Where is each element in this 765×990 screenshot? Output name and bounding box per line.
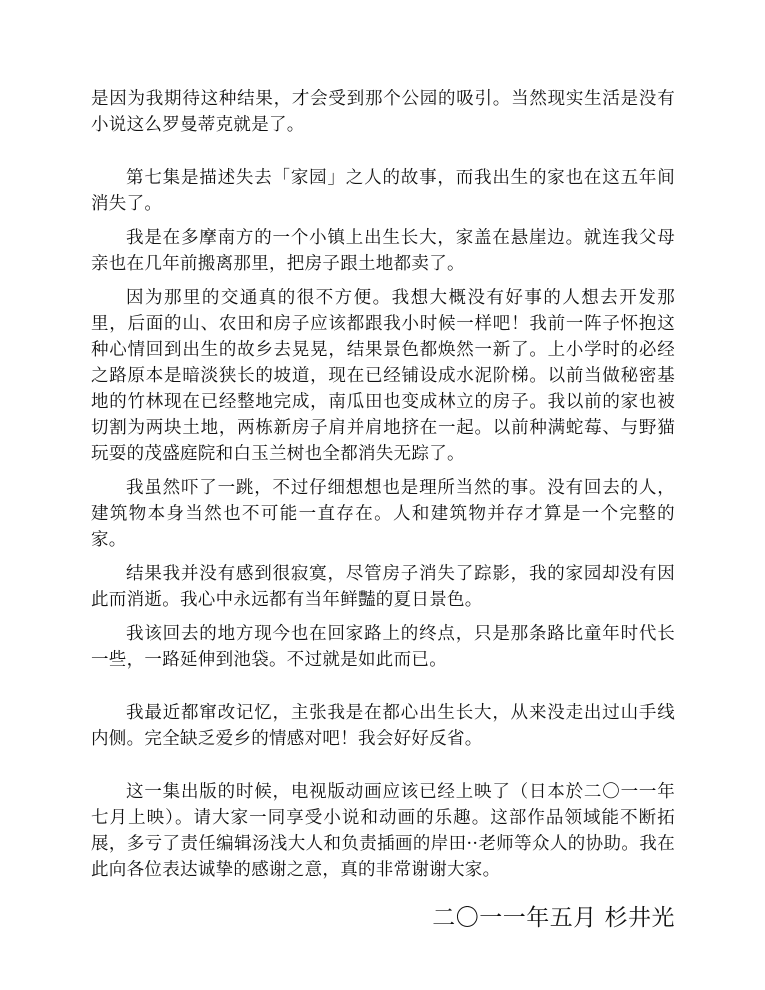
paragraph-road-home: 我该回去的地方现今也在回家路上的终点，只是那条路比童年时代长一些，一路延伸到池袋。不过就是如此而已。	[91, 624, 675, 670]
paragraph-surprise: 我虽然吓了一跳，不过仔细想想也是理所当然的事。没有回去的人，建筑物本身当然也不可能一直存在。人和建筑物并存才算是一个完整的家。	[91, 478, 675, 550]
paragraph-not-lonely: 结果我并没有感到很寂寞，尽管房子消失了踪影，我的家园却没有因此而消逝。我心中永远都有当年鲜豔的夏日景色。	[91, 564, 675, 610]
paragraph-park-ending: 是因为我期待这种结果，才会受到那个公园的吸引。当然现实生活是没有小说这么罗曼蒂克就是了。	[91, 89, 675, 135]
paragraph-memory: 我最近都窜改记忆，主张我是在都心出生长大，从来没走出过山手线内侧。完全缺乏爱乡的情感对吧！我会好好反省。	[91, 703, 675, 749]
paragraph-visit-hometown: 因为那里的交通真的很不方便。我想大概没有好事的人想去开发那里，后面的山、农田和房子应该都跟我小时候一样吧！我前一阵子怀抱这种心情回到出生的故乡去晃晃，结果景色都焕然一新了。上小学时的必经之路原本是暗淡狭长的坡道，现在已经铺设成水泥阶梯。以前当做秘密基地的竹林现在已经整地完成，南瓜田也变成林立的房子。我以前的家也被切割为两块土地，两栋新房子肩并肩地挤在一起。以前种满蛇莓、与野猫玩耍的茂盛庭院和白玉兰树也全都消失无踪了。	[91, 288, 675, 464]
paragraph-episode-seven: 第七集是描述失去「家园」之人的故事，而我出生的家也在这五年间消失了。	[91, 168, 675, 214]
paragraph-hometown: 我是在多摩南方的一个小镇上出生长大，家盖在悬崖边。就连我父母亲也在几年前搬离那里，把房子跟土地都卖了。	[91, 228, 675, 274]
paragraph-acknowledgements: 这一集出版的时候，电视版动画应该已经上映了（日本於二〇一一年七月上映）。请大家一同享受小说和动画的乐趣。这部作品领域能不断拓展，多亏了责任编辑汤浅大人和负责插画的岸田··老师等众人的协助。我在此向各位表达诚挚的感谢之意，真的非常谢谢大家。	[91, 782, 675, 880]
document-page	[91, 86, 675, 933]
signature-date-author: 二〇一一年五月 杉井光	[432, 905, 675, 931]
